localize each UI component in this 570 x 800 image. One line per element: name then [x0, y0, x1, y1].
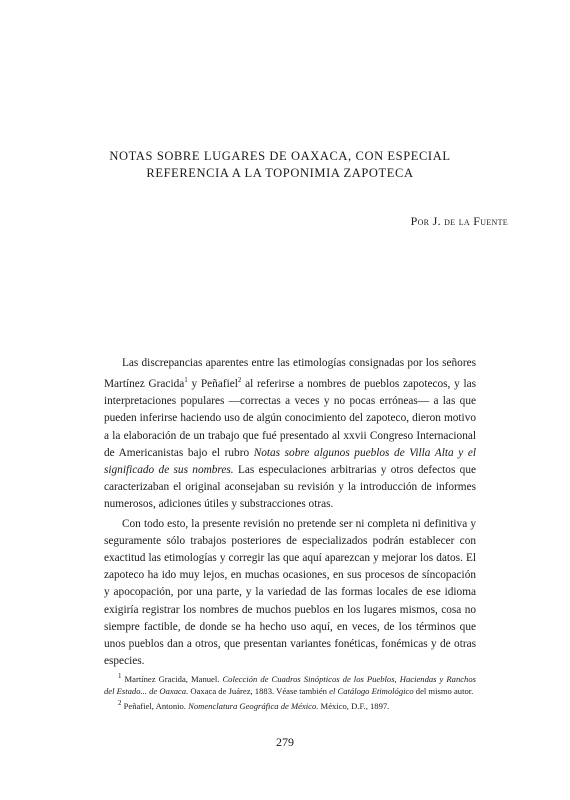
paragraph-1-text-3: al referirse a nombres de pueblos zapotecos, y las interpretaciones populares —correctas a veces y no pocas erróneas— a las que pueden inferirse haciendo uso de algún conocimiento del zapoteco, dieron motivo a la elaboración de un trabajo que fué presentado al xxvii Congreso Internacional de Americanistas bajo el rubro: [104, 377, 477, 459]
footnote-ref-1: 1: [184, 376, 188, 385]
footnote-2-italic: Nomenclatura Geográfica de México.: [188, 700, 319, 711]
paragraph-1: [104, 355, 476, 514]
footnotes: [104, 670, 476, 712]
paragraph-1-text-4: Las especulaciones arbitrarias y otros defectos que caracterizaban el original aconsejaban su revisión y la introducción de informes numerosos, adiciones útiles y substracciones otras.: [104, 463, 476, 511]
title-line-2: REFERENCIA A LA TOPONIMIA ZAPOTECA: [146, 166, 414, 180]
footnote-2: [104, 697, 476, 712]
footnote-1-text-2: Oaxaca de Juárez, 1883. Véase también: [188, 685, 330, 696]
paragraph-1-text-2: y Peñafiel: [187, 377, 238, 390]
author-line: Por J. de la Fuente: [410, 214, 508, 228]
footnote-2-number: 2: [118, 698, 122, 707]
article-body: [104, 355, 476, 670]
footnote-1-text: Martínez Gracida, Manuel.: [121, 673, 223, 684]
title-line-1: NOTAS SOBRE LUGARES DE OAXACA, CON ESPECIAL: [109, 149, 451, 163]
footnote-1-text-3: del mismo autor.: [413, 685, 474, 696]
paragraph-2: Con todo esto, la presente revisión no pretende ser ni completa ni definitiva y seguramente sólo trabajos posteriores de especializados podrán establecer con exactitud las etimologías y corregir las que aquí aparezcan y mejorar los datos. El zapoteco ha ido muy lejos, en muchas ocasiones, en sus procesos de síncopación y apocopación, por una parte, y la variedad de las formas locales de ese idioma exigiría registrar los nombres de muchos pueblos en los lugares mismos, cosa no siempre factible, de donde se ha hecho uso aquí, en veces, de los términos que unos pueblos dan a otros, que presentan variantes fonéticas, fonémicas y de otras especies.: [104, 517, 476, 668]
footnote-2-text-2: México, D.F., 1897.: [318, 700, 390, 711]
footnote-1-number: 1: [118, 672, 122, 680]
footnote-1: [104, 670, 476, 697]
article-title: [70, 148, 490, 182]
paragraph-1-text: Las discrepancias aparentes entre las etimologías consignadas por los señores Martínez Gracida: [104, 357, 476, 390]
footnote-1-italic-2: el Catálogo Etimológico: [329, 685, 414, 696]
footnote-ref-2: 2: [237, 376, 242, 385]
footnote-2-text: Peñafiel, Antonio.: [121, 700, 189, 711]
page-number: 279: [276, 735, 294, 749]
paragraph-1-italic: Notas sobre algunos pueblos de Villa Alta y el significado de sus nombres.: [104, 446, 476, 476]
footnote-1-italic: Colección de Cuadros Sinópticos de los Pueblos, Haciendas y Ranchos del Estado... de Oaxaca.: [104, 673, 476, 696]
